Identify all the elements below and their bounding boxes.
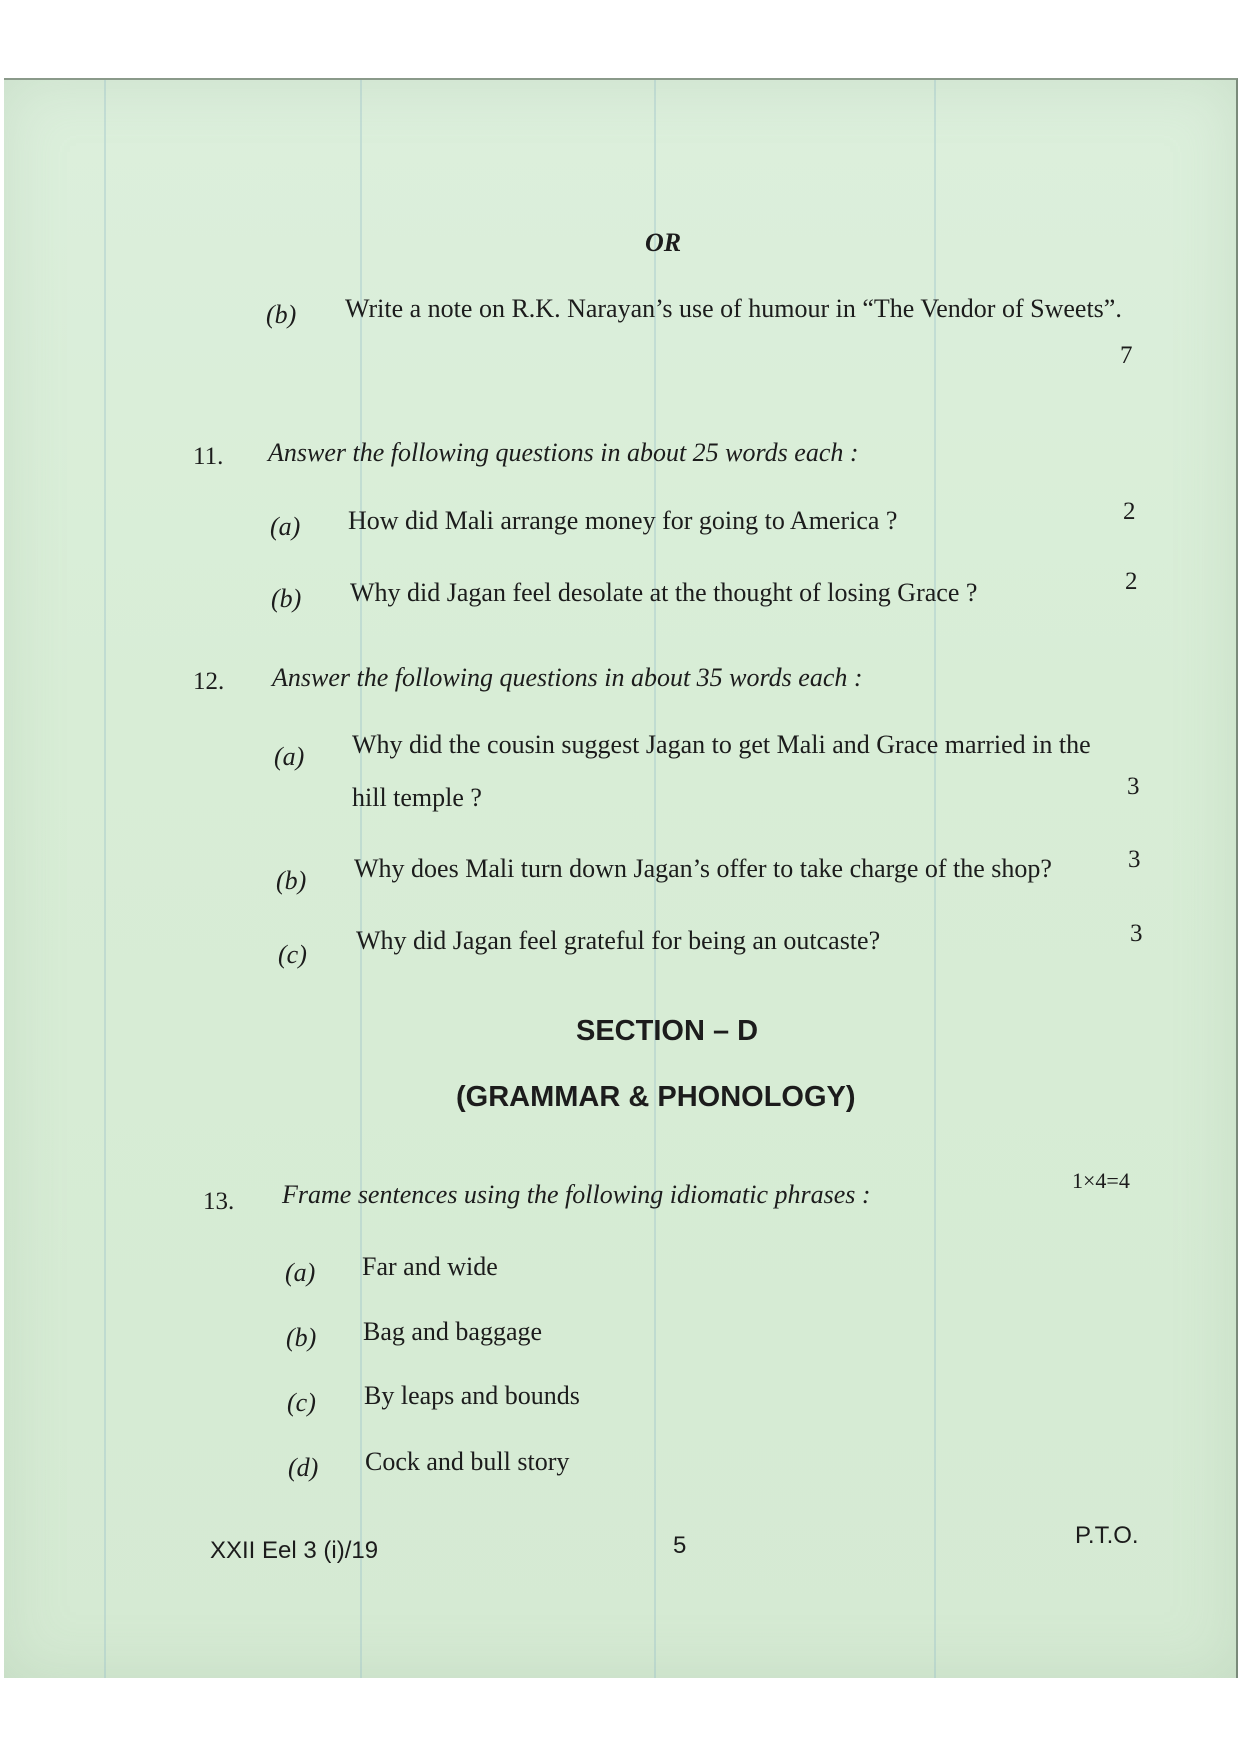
question-part-label: (c) (287, 1388, 316, 1417)
question-part-label: (a) (285, 1258, 316, 1287)
question-number: 11. (193, 443, 224, 470)
marks: 7 (1120, 342, 1133, 369)
page-number: 5 (673, 1532, 687, 1559)
idiom-text: Far and wide (362, 1252, 498, 1281)
idiom-text: Cock and bull story (365, 1447, 570, 1476)
question-instruction: Answer the following questions in about 25 words each : (268, 438, 859, 467)
marks: 1×4=4 (1072, 1168, 1130, 1193)
question-part-label: (b) (271, 584, 302, 613)
question-text: Why does Mali turn down Jagan’s offer to take charge of the shop? (354, 854, 1052, 883)
idiom-text: By leaps and bounds (364, 1381, 580, 1410)
or-heading: OR (645, 228, 682, 257)
section-subtitle: (GRAMMAR & PHONOLOGY) (456, 1081, 856, 1113)
question-part-label: (b) (266, 300, 297, 329)
question-instruction: Frame sentences using the following idiomatic phrases : (282, 1180, 871, 1209)
question-part-label: (b) (276, 866, 307, 895)
question-part-label: (d) (288, 1453, 319, 1482)
section-title: SECTION – D (576, 1015, 759, 1047)
question-text: Why did Jagan feel grateful for being an outcaste? (356, 926, 881, 955)
marks: 3 (1128, 846, 1141, 873)
marks: 2 (1125, 568, 1138, 595)
question-part-label: (b) (286, 1323, 317, 1352)
question-text: How did Mali arrange money for going to America ? (348, 506, 898, 535)
question-part-label: (a) (270, 512, 301, 541)
question-text: Write a note on R.K. Narayan’s use of humour in “The Vendor of Sweets”. (345, 294, 1122, 323)
question-text: Why did the cousin suggest Jagan to get Mali and Grace married in the (352, 730, 1091, 759)
idiom-text: Bag and baggage (363, 1317, 543, 1346)
marks: 2 (1123, 498, 1136, 525)
paper-rule-line (104, 80, 106, 1678)
question-number: 12. (193, 668, 225, 695)
pto-note: P.T.O. (1075, 1522, 1139, 1549)
question-part-label: (c) (278, 940, 307, 969)
question-text: Why did Jagan feel desolate at the thought of losing Grace ? (350, 578, 978, 607)
question-number: 13. (203, 1188, 235, 1215)
paper-code: XXII Eel 3 (i)/19 (210, 1537, 379, 1564)
marks: 3 (1130, 920, 1143, 947)
question-instruction: Answer the following questions in about 35 words each : (272, 663, 863, 692)
question-text-continued: hill temple ? (352, 783, 482, 812)
marks: 3 (1127, 773, 1140, 800)
question-part-label: (a) (274, 742, 305, 771)
